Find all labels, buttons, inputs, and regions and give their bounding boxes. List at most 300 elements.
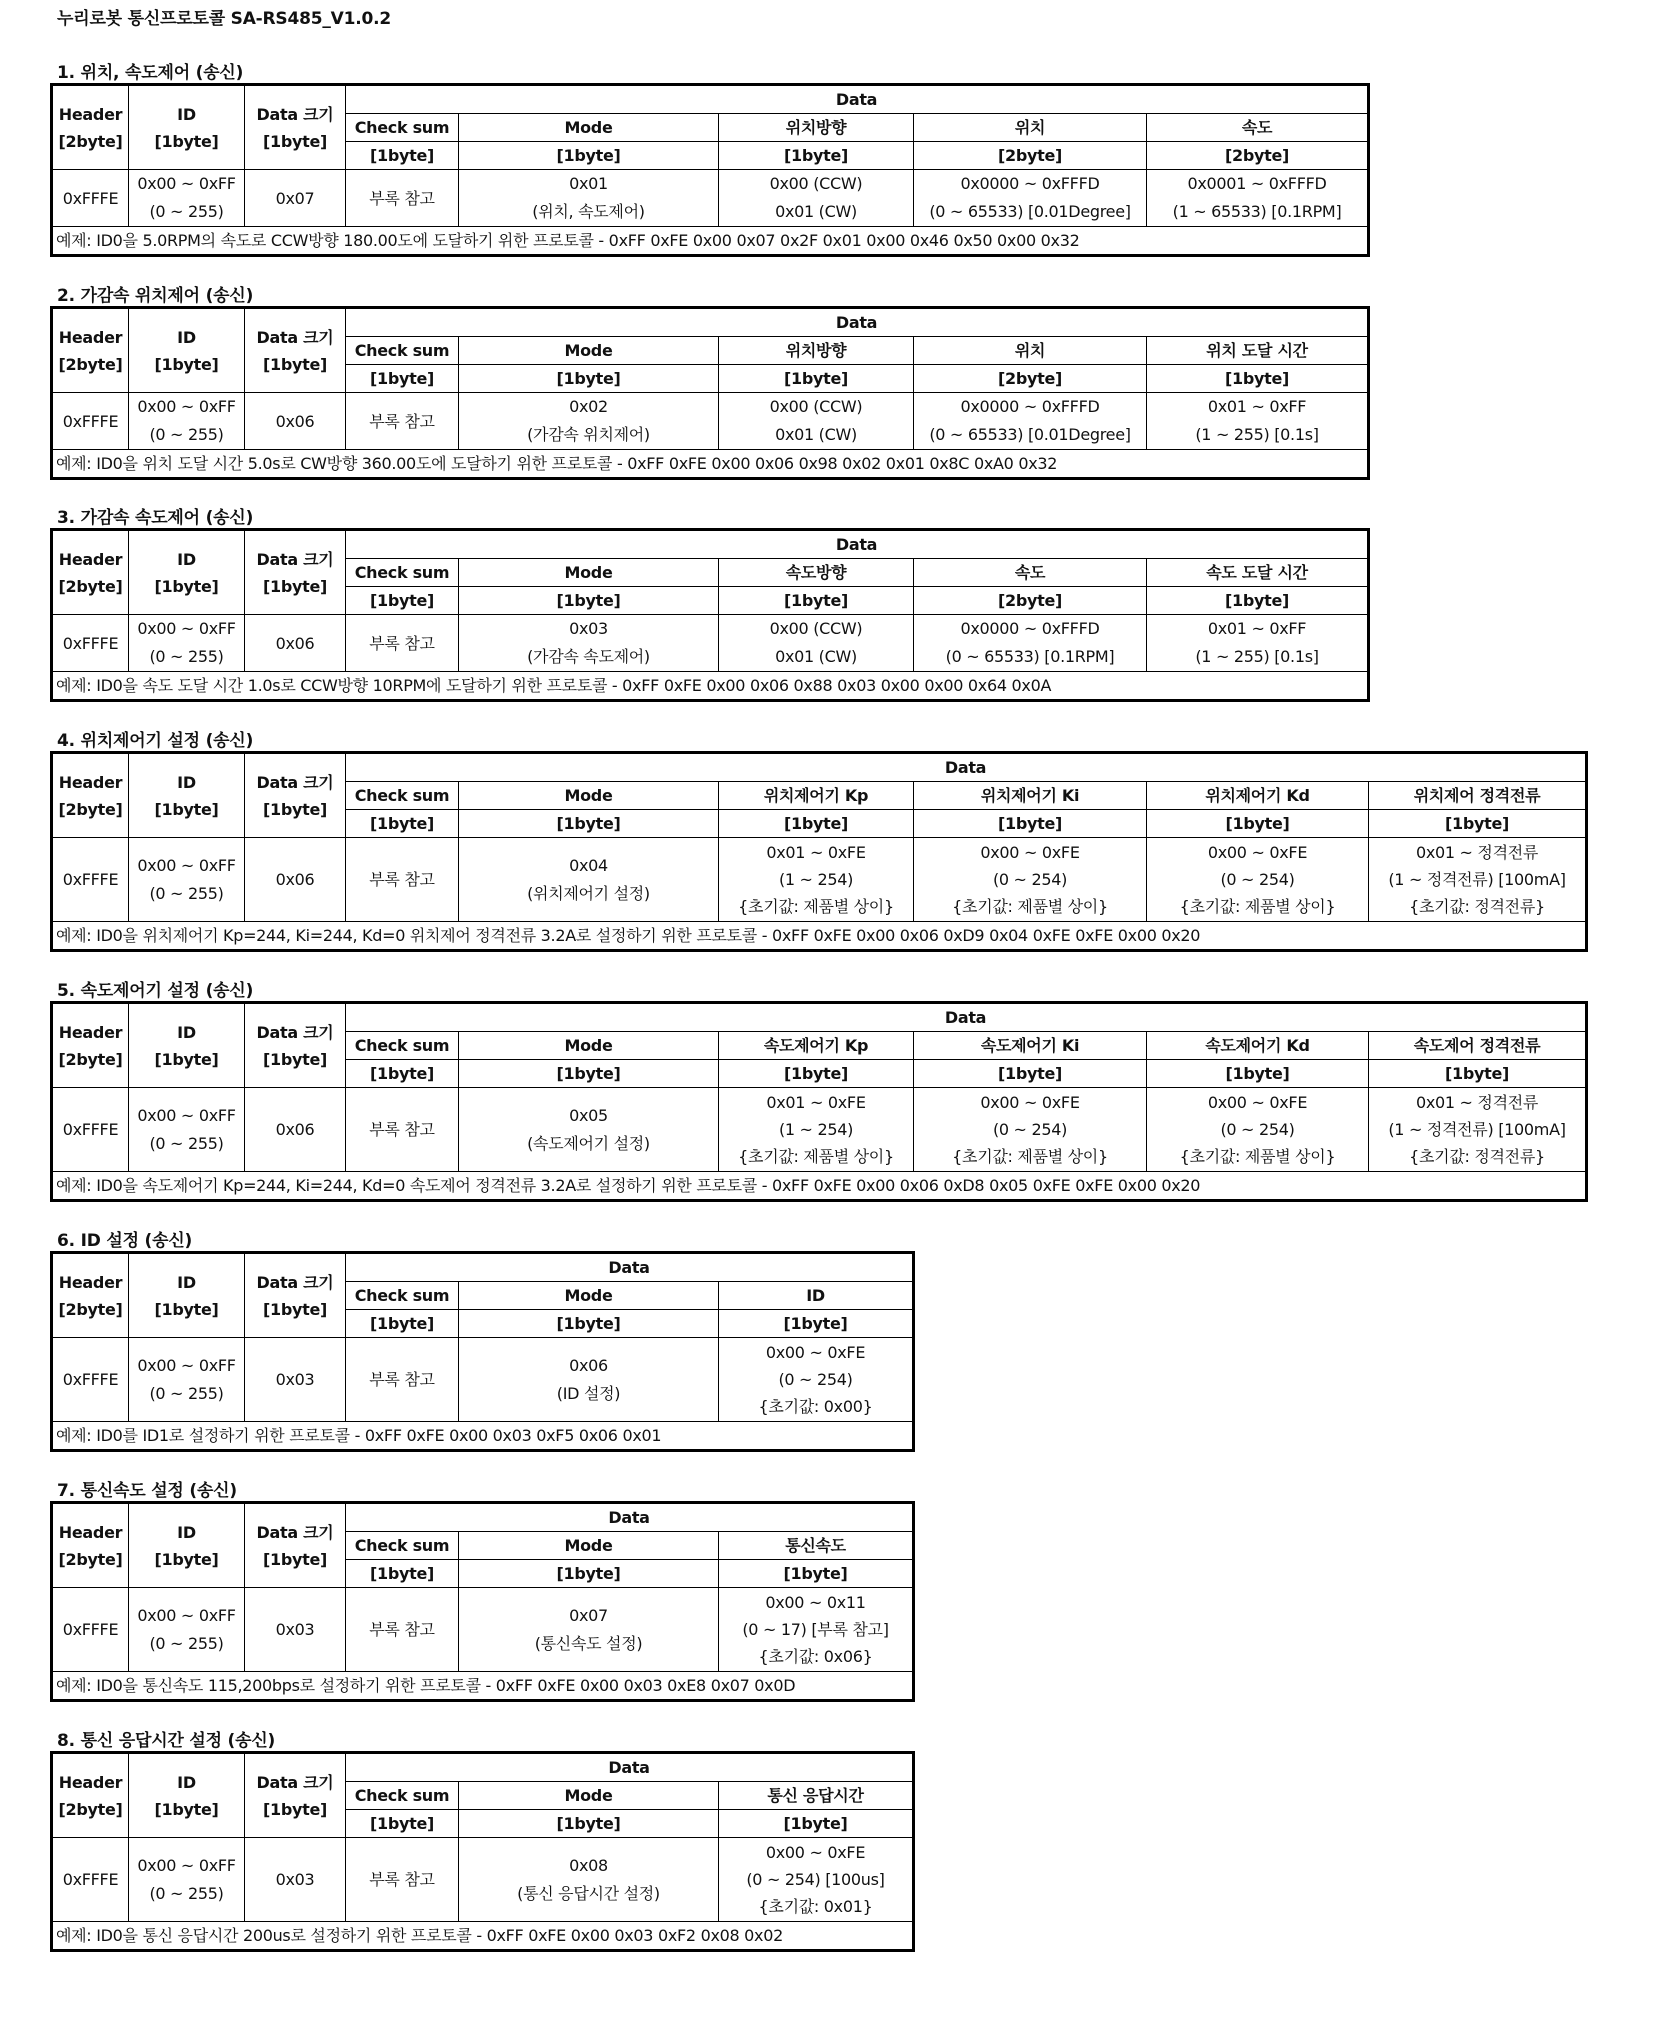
datasize-size: [1byte] — [262, 354, 328, 374]
datasize-size: [1byte] — [262, 1549, 328, 1569]
field-value-line: (1 ~ 정격전류) [100mA] — [1388, 870, 1566, 889]
field-value-line: {초기값: 0x01} — [758, 1897, 873, 1916]
field-value-line: (0 ~ 254) — [992, 1120, 1068, 1139]
id-header-cell — [129, 753, 245, 838]
data-size-value: 0x03 — [245, 1588, 346, 1672]
header-label: Header — [58, 1022, 123, 1042]
header-label: Header — [58, 1272, 123, 1292]
mode-code: 0x02 — [569, 397, 608, 416]
datasize-header-cell — [245, 1253, 346, 1338]
header-size: [2byte] — [58, 1549, 123, 1569]
value-row — [52, 170, 1369, 227]
value-row — [52, 1338, 914, 1422]
header-label: Header — [58, 327, 123, 347]
field-name: 위치방향 — [719, 337, 914, 365]
datasize-header-cell — [245, 1753, 346, 1838]
datasize-header-cell — [245, 753, 346, 838]
field-value-line: {초기값: 제품별 상이} — [738, 1147, 894, 1166]
id-value — [129, 1838, 245, 1922]
id-size: [1byte] — [154, 1799, 219, 1819]
section-title: 2. 가감속 위치제어 (송신) — [57, 286, 254, 306]
checksum-size: [1byte] — [346, 365, 459, 393]
example-row — [52, 227, 1369, 256]
field-size: [2byte] — [914, 587, 1147, 615]
field-value-line: (0 ~ 254) — [1220, 870, 1295, 889]
datasize-size: [1byte] — [262, 1299, 328, 1319]
header-size: [2byte] — [58, 1299, 123, 1319]
field-value — [914, 393, 1147, 450]
mode-code: 0x03 — [569, 619, 608, 638]
field-name: 속도 도달 시간 — [1147, 559, 1369, 587]
mode-desc: (ID 설정) — [556, 1383, 621, 1403]
mode-value — [459, 393, 719, 450]
field-value — [1369, 1088, 1587, 1172]
datasize-label: Data 크기 — [256, 1272, 334, 1292]
field-size: [1byte] — [719, 1310, 914, 1338]
header-label: Header — [58, 549, 123, 569]
header-value: 0xFFFE — [52, 838, 129, 922]
mode-name: Mode — [459, 782, 719, 810]
datasize-label: Data 크기 — [256, 772, 334, 792]
field-size: [1byte] — [719, 1060, 914, 1088]
id-label: ID — [177, 1022, 196, 1042]
data-group-header: Data — [346, 308, 1369, 337]
field-value — [719, 393, 914, 450]
field-name: 속도제어기 Ki — [914, 1032, 1147, 1060]
mode-desc: (가감속 위치제어) — [527, 425, 650, 444]
field-value-line: 0x0000 ~ 0xFFFD — [960, 174, 1100, 193]
id-size: [1byte] — [154, 1299, 219, 1319]
field-value-line: 0x0001 ~ 0xFFFD — [1187, 174, 1327, 193]
field-value-line: {초기값: 0x00} — [758, 1397, 873, 1416]
datasize-label: Data 크기 — [256, 1522, 334, 1542]
id-range-line: (0 ~ 255) — [149, 425, 224, 444]
header-value: 0xFFFE — [52, 1838, 129, 1922]
example-row — [52, 1172, 1587, 1201]
checksum-name: Check sum — [346, 559, 459, 587]
document-title: 누리로봇 통신프로토콜 SA-RS485_V1.0.2 — [57, 9, 391, 29]
mode-code: 0x08 — [569, 1855, 608, 1875]
header-header-cell — [52, 1003, 129, 1088]
section-title: 3. 가감속 속도제어 (송신) — [57, 508, 254, 528]
field-name: 속도 — [914, 559, 1147, 587]
id-header-cell — [129, 1753, 245, 1838]
example-text: 예제: ID0을 속도제어기 Kp=244, Ki=244, Kd=0 속도제어 정격전류 3.2A로 설정하기 위한 프로토콜 - 0xFF 0xFE 0x00 0x06 0xD8 0x05 0xFE 0xFE 0x00 0x20 — [52, 1172, 1587, 1201]
example-row — [52, 922, 1587, 951]
id-label: ID — [177, 104, 196, 124]
data-size-value: 0x06 — [245, 393, 346, 450]
mode-code: 0x07 — [569, 1605, 608, 1625]
datasize-header-cell — [245, 1503, 346, 1588]
field-name: 속도제어 정격전류 — [1369, 1032, 1587, 1060]
checksum-value: 부록 참고 — [346, 170, 459, 227]
field-size: [1byte] — [719, 810, 914, 838]
field-value-line: 0x01 (CW) — [775, 425, 857, 444]
field-value-line: (0 ~ 17) [부록 참고] — [742, 1620, 889, 1639]
field-name: 속도제어기 Kd — [1147, 1032, 1369, 1060]
table-header-row — [52, 1003, 1587, 1032]
field-name: 위치방향 — [719, 114, 914, 142]
id-header-cell — [129, 1003, 245, 1088]
field-name: 위치 — [914, 114, 1147, 142]
field-value-line: 0x00 ~ 0xFE — [1207, 1093, 1308, 1112]
mode-value — [459, 1838, 719, 1922]
field-name: 속도 — [1147, 114, 1369, 142]
field-value — [719, 1088, 914, 1172]
field-value — [1147, 838, 1369, 922]
example-row — [52, 1422, 914, 1451]
example-text: 예제: ID0를 ID1로 설정하기 위한 프로토콜 - 0xFF 0xFE 0x00 0x03 0xF5 0x06 0x01 — [52, 1422, 914, 1451]
datasize-header-cell — [245, 308, 346, 393]
field-value-line: 0x0000 ~ 0xFFFD — [960, 397, 1100, 416]
header-value: 0xFFFE — [52, 1338, 129, 1422]
field-value — [914, 615, 1147, 672]
header-size: [2byte] — [58, 1049, 123, 1069]
id-label: ID — [177, 549, 196, 569]
mode-code: 0x01 — [569, 174, 608, 193]
id-value — [129, 1588, 245, 1672]
field-value-line: 0x01 ~ 0xFE — [766, 1093, 866, 1112]
field-value — [719, 1588, 914, 1672]
field-value — [719, 615, 914, 672]
datasize-size: [1byte] — [262, 131, 328, 151]
section-title: 1. 위치, 속도제어 (송신) — [57, 63, 244, 83]
mode-value — [459, 1088, 719, 1172]
checksum-size: [1byte] — [346, 810, 459, 838]
id-size: [1byte] — [154, 1549, 219, 1569]
field-size: [1byte] — [1369, 810, 1587, 838]
field-value-line: (0 ~ 254) — [992, 870, 1068, 889]
field-name: 통신 응답시간 — [719, 1782, 914, 1810]
field-value-line: 0x01 ~ 0xFE — [766, 843, 866, 862]
field-value-line: 0x00 (CCW) — [769, 619, 863, 638]
field-value-line: (0 ~ 65533) [0.01Degree] — [929, 202, 1131, 221]
field-value — [719, 1838, 914, 1922]
mode-size: [1byte] — [459, 1060, 719, 1088]
field-value-line: 0x01 ~ 0xFF — [1207, 397, 1307, 416]
id-header-cell — [129, 308, 245, 393]
field-value-line: (1 ~ 정격전류) [100mA] — [1388, 1120, 1566, 1139]
field-value-line: {초기값: 제품별 상이} — [738, 897, 894, 916]
checksum-value: 부록 참고 — [346, 393, 459, 450]
table-header-row — [52, 1503, 914, 1532]
mode-name: Mode — [459, 1032, 719, 1060]
table-header-row — [52, 1253, 914, 1282]
section-title: 8. 통신 응답시간 설정 (송신) — [57, 1731, 276, 1751]
example-text: 예제: ID0을 위치제어기 Kp=244, Ki=244, Kd=0 위치제어 정격전류 3.2A로 설정하기 위한 프로토콜 - 0xFF 0xFE 0x00 0x06 0xD9 0x04 0xFE 0xFE 0x00 0x20 — [52, 922, 1587, 951]
header-header-cell — [52, 530, 129, 615]
field-value-line: (1 ~ 254) — [778, 1120, 854, 1139]
example-text: 예제: ID0을 속도 도달 시간 1.0s로 CCW방향 10RPM에 도달하기 위한 프로토콜 - 0xFF 0xFE 0x00 0x06 0x88 0x03 0x00 0x00 0x64 0x0A — [52, 672, 1369, 701]
data-size-value: 0x03 — [245, 1838, 346, 1922]
id-size: [1byte] — [154, 131, 219, 151]
datasize-header-cell — [245, 1003, 346, 1088]
field-value-line: (0 ~ 65533) [0.01Degree] — [929, 425, 1131, 444]
field-value — [719, 838, 914, 922]
mode-size: [1byte] — [459, 810, 719, 838]
field-size: [1byte] — [719, 142, 914, 170]
field-value — [1147, 170, 1369, 227]
value-row — [52, 1588, 914, 1672]
datasize-label: Data 크기 — [256, 327, 334, 347]
field-name: 위치 도달 시간 — [1147, 337, 1369, 365]
field-size: [1byte] — [1147, 810, 1369, 838]
header-size: [2byte] — [58, 1799, 123, 1819]
example-row — [52, 1672, 914, 1701]
header-label: Header — [58, 1522, 123, 1542]
field-value — [719, 1338, 914, 1422]
data-size-value: 0x06 — [245, 1088, 346, 1172]
field-size: [1byte] — [719, 1810, 914, 1838]
example-text: 예제: ID0을 위치 도달 시간 5.0s로 CW방향 360.00도에 도달하기 위한 프로토콜 - 0xFF 0xFE 0x00 0x06 0x98 0x02 0x01 0x8C 0xA0 0x32 — [52, 450, 1369, 479]
mode-value — [459, 615, 719, 672]
id-range-line: 0x00 ~ 0xFF — [137, 855, 236, 875]
checksum-value: 부록 참고 — [346, 1838, 459, 1922]
field-value-line: {초기값: 정격전류} — [1409, 1147, 1545, 1166]
id-header-cell — [129, 1503, 245, 1588]
mode-desc: (속도제어기 설정) — [527, 1133, 650, 1153]
checksum-size: [1byte] — [346, 1060, 459, 1088]
header-size: [2byte] — [58, 799, 123, 819]
mode-name: Mode — [459, 559, 719, 587]
id-value — [129, 615, 245, 672]
id-size: [1byte] — [154, 576, 219, 596]
table-header-row — [52, 753, 1587, 782]
data-size-value: 0x07 — [245, 170, 346, 227]
data-group-header: Data — [346, 1003, 1587, 1032]
field-value-line: 0x00 ~ 0xFE — [1207, 843, 1308, 862]
field-value-line: 0x00 ~ 0xFE — [765, 1343, 866, 1362]
example-row — [52, 1922, 914, 1951]
section-title: 7. 통신속도 설정 (송신) — [57, 1481, 237, 1501]
table-header-row — [52, 530, 1369, 559]
id-label: ID — [177, 1522, 196, 1542]
header-value: 0xFFFE — [52, 1588, 129, 1672]
id-range-line: 0x00 ~ 0xFF — [137, 174, 236, 193]
mode-code: 0x04 — [569, 855, 608, 875]
field-name: 속도방향 — [719, 559, 914, 587]
field-value-line: 0x0000 ~ 0xFFFD — [960, 619, 1100, 638]
example-row — [52, 450, 1369, 479]
protocol-table — [50, 1501, 915, 1702]
field-value-line: 0x00 (CCW) — [769, 174, 863, 193]
id-value — [129, 393, 245, 450]
field-name: 위치제어기 Ki — [914, 782, 1147, 810]
datasize-size: [1byte] — [262, 576, 328, 596]
field-value — [914, 1088, 1147, 1172]
data-group-header: Data — [346, 1503, 914, 1532]
mode-size: [1byte] — [459, 365, 719, 393]
id-label: ID — [177, 327, 196, 347]
example-text: 예제: ID0을 통신속도 115,200bps로 설정하기 위한 프로토콜 - 0xFF 0xFE 0x00 0x03 0xE8 0x07 0x0D — [52, 1672, 914, 1701]
checksum-value: 부록 참고 — [346, 1588, 459, 1672]
checksum-value: 부록 참고 — [346, 615, 459, 672]
field-value-line: 0x01 ~ 0xFF — [1207, 619, 1307, 638]
header-label: Header — [58, 1772, 123, 1792]
datasize-label: Data 크기 — [256, 1022, 334, 1042]
field-value-line: (1 ~ 65533) [0.1RPM] — [1172, 202, 1342, 221]
id-label: ID — [177, 1272, 196, 1292]
field-value-line: 0x01 (CW) — [775, 647, 857, 666]
field-value-line: 0x00 (CCW) — [769, 397, 863, 416]
id-range-line: 0x00 ~ 0xFF — [137, 397, 236, 416]
field-name: 위치제어 정격전류 — [1369, 782, 1587, 810]
header-header-cell — [52, 308, 129, 393]
header-size: [2byte] — [58, 354, 123, 374]
id-label: ID — [177, 772, 196, 792]
datasize-label: Data 크기 — [256, 1772, 334, 1792]
mode-desc: (통신 응답시간 설정) — [517, 1883, 660, 1903]
field-size: [1byte] — [1147, 1060, 1369, 1088]
data-size-value: 0x06 — [245, 838, 346, 922]
field-value-line: (1 ~ 254) — [778, 870, 854, 889]
example-text: 예제: ID0을 통신 응답시간 200us로 설정하기 위한 프로토콜 - 0xFF 0xFE 0x00 0x03 0xF2 0x08 0x02 — [52, 1922, 914, 1951]
data-group-header: Data — [346, 85, 1369, 114]
field-value-line: 0x00 ~ 0xFE — [765, 1843, 866, 1862]
header-value: 0xFFFE — [52, 1088, 129, 1172]
field-value-line: {초기값: 제품별 상이} — [952, 897, 1108, 916]
checksum-name: Check sum — [346, 1032, 459, 1060]
datasize-size: [1byte] — [262, 1799, 328, 1819]
id-range-line: 0x00 ~ 0xFF — [137, 1355, 236, 1375]
checksum-name: Check sum — [346, 337, 459, 365]
section-title: 5. 속도제어기 설정 (송신) — [57, 981, 254, 1001]
id-range-line: (0 ~ 255) — [149, 1633, 224, 1653]
mode-value — [459, 838, 719, 922]
table-header-row — [52, 308, 1369, 337]
protocol-table — [50, 1751, 915, 1952]
id-range-line: (0 ~ 255) — [149, 1133, 224, 1153]
mode-name: Mode — [459, 1782, 719, 1810]
id-size: [1byte] — [154, 799, 219, 819]
value-row — [52, 838, 1587, 922]
field-name: 속도제어기 Kp — [719, 1032, 914, 1060]
mode-size: [1byte] — [459, 142, 719, 170]
mode-value — [459, 170, 719, 227]
field-size: [1byte] — [1147, 365, 1369, 393]
id-header-cell — [129, 1253, 245, 1338]
table-header-row — [52, 1753, 914, 1782]
field-size: [1byte] — [1369, 1060, 1587, 1088]
field-value-line: (0 ~ 254) — [1220, 1120, 1295, 1139]
value-row — [52, 615, 1369, 672]
checksum-size: [1byte] — [346, 1560, 459, 1588]
field-value-line: 0x00 ~ 0xFE — [980, 843, 1080, 862]
data-group-header: Data — [346, 753, 1587, 782]
id-range-line: (0 ~ 255) — [149, 1883, 224, 1903]
field-value — [1147, 1088, 1369, 1172]
header-value: 0xFFFE — [52, 170, 129, 227]
field-value-line: 0x01 ~ 정격전류 — [1415, 1093, 1539, 1112]
mode-name: Mode — [459, 1282, 719, 1310]
checksum-name: Check sum — [346, 1282, 459, 1310]
id-value — [129, 1338, 245, 1422]
field-name: ID — [719, 1282, 914, 1310]
section-title: 6. ID 설정 (송신) — [57, 1231, 193, 1251]
data-size-value: 0x06 — [245, 615, 346, 672]
section-title: 4. 위치제어기 설정 (송신) — [57, 731, 254, 751]
id-range-line: (0 ~ 255) — [149, 202, 224, 221]
checksum-name: Check sum — [346, 114, 459, 142]
mode-size: [1byte] — [459, 1310, 719, 1338]
checksum-size: [1byte] — [346, 142, 459, 170]
table-header-row — [52, 85, 1369, 114]
header-value: 0xFFFE — [52, 393, 129, 450]
id-size: [1byte] — [154, 354, 219, 374]
field-value — [719, 170, 914, 227]
header-label: Header — [58, 104, 123, 124]
mode-size: [1byte] — [459, 1810, 719, 1838]
field-size: [1byte] — [719, 365, 914, 393]
field-value — [1369, 838, 1587, 922]
field-value — [914, 838, 1147, 922]
header-size: [2byte] — [58, 576, 123, 596]
protocol-table — [50, 306, 1370, 480]
header-header-cell — [52, 1253, 129, 1338]
field-name: 통신속도 — [719, 1532, 914, 1560]
data-group-header: Data — [346, 1753, 914, 1782]
field-name: 위치제어기 Kp — [719, 782, 914, 810]
mode-value — [459, 1338, 719, 1422]
field-value-line: (0 ~ 254) [100us] — [746, 1870, 885, 1889]
field-value-line: 0x01 (CW) — [775, 202, 857, 221]
header-value: 0xFFFE — [52, 615, 129, 672]
field-value-line: {초기값: 제품별 상이} — [1179, 897, 1336, 916]
header-label: Header — [58, 772, 123, 792]
mode-size: [1byte] — [459, 587, 719, 615]
id-range-line: 0x00 ~ 0xFF — [137, 1855, 236, 1875]
id-header-cell — [129, 530, 245, 615]
header-header-cell — [52, 85, 129, 170]
mode-name: Mode — [459, 337, 719, 365]
value-row — [52, 1838, 914, 1922]
header-size: [2byte] — [58, 131, 123, 151]
mode-name: Mode — [459, 114, 719, 142]
field-value-line: (1 ~ 255) [0.1s] — [1195, 647, 1319, 666]
field-value-line: {초기값: 제품별 상이} — [1179, 1147, 1336, 1166]
id-range-line: (0 ~ 255) — [149, 1383, 224, 1403]
header-header-cell — [52, 753, 129, 838]
field-name: 위치 — [914, 337, 1147, 365]
id-range-line: (0 ~ 255) — [149, 883, 224, 903]
mode-desc: (위치제어기 설정) — [527, 883, 650, 903]
field-value-line: (1 ~ 255) [0.1s] — [1195, 425, 1319, 444]
field-size: [1byte] — [1147, 587, 1369, 615]
id-range-line: (0 ~ 255) — [149, 647, 224, 666]
field-value-line: {초기값: 제품별 상이} — [952, 1147, 1108, 1166]
datasize-size: [1byte] — [262, 799, 328, 819]
mode-size: [1byte] — [459, 1560, 719, 1588]
field-value-line: (0 ~ 65533) [0.1RPM] — [945, 647, 1115, 666]
protocol-table — [50, 1251, 915, 1452]
id-range-line: 0x00 ~ 0xFF — [137, 619, 236, 638]
field-value — [1147, 615, 1369, 672]
field-value-line: {초기값: 0x06} — [758, 1647, 873, 1666]
field-size: [2byte] — [1147, 142, 1369, 170]
checksum-size: [1byte] — [346, 1810, 459, 1838]
id-range-line: 0x00 ~ 0xFF — [137, 1105, 236, 1125]
mode-desc: (통신속도 설정) — [534, 1633, 643, 1653]
checksum-name: Check sum — [346, 782, 459, 810]
checksum-size: [1byte] — [346, 1310, 459, 1338]
mode-desc: (위치, 속도제어) — [532, 202, 645, 221]
field-size: [1byte] — [914, 1060, 1147, 1088]
data-group-header: Data — [346, 530, 1369, 559]
field-size: [2byte] — [914, 365, 1147, 393]
protocol-table — [50, 83, 1370, 257]
mode-code: 0x05 — [569, 1105, 608, 1125]
field-value-line: 0x00 ~ 0x11 — [765, 1593, 866, 1612]
